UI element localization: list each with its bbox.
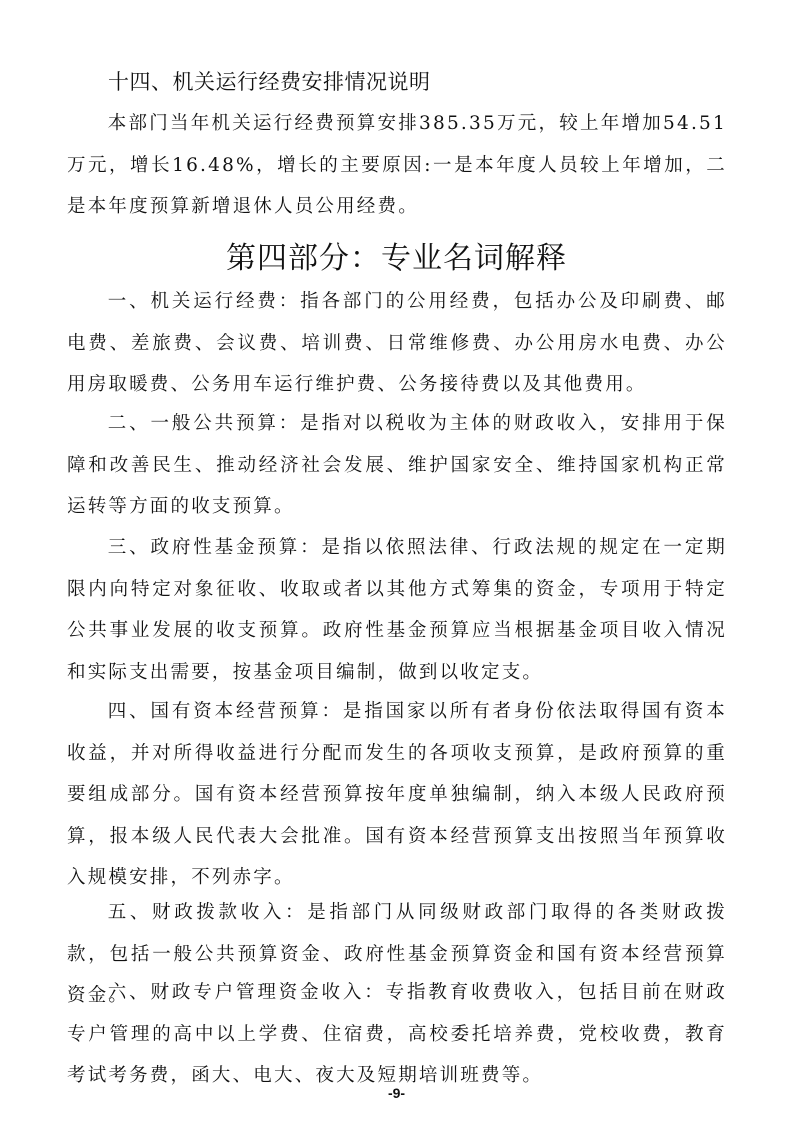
definition-2-paragraph: 二、一般公共预算：是指对以税收为主体的财政收入，安排用于保障和改善民生、推动经济社会发展、维护国家安全、维持国家机构正常运转等方面的收支预算。 (67, 413, 727, 517)
section-14-paragraph: 本部门当年机关运行经费预算安排385.35万元，较上年增加54.51万元，增长16.48%，增长的主要原因:一是本年度人员较上年增加，二是本年度预算新增退休人员公用经费。 (67, 113, 727, 217)
definition-3-paragraph: 三、政府性基金预算：是指以依照法律、行政法规的规定在一定期限内向特定对象征收、收取或者以其他方式筹集的资金，专项用于特定公共事业发展的收支预算。政府性基金预算应当根据基金项目收入情况和实际支出需要，按基金项目编制，做到以收定支。 (67, 537, 727, 683)
definition-5-paragraph: 五、财政拨款收入：是指部门从同级财政部门取得的各类财政拨款，包括一般公共预算资金、政府性基金预算资金和国有资本经营预算资金。 (67, 902, 727, 1006)
definition-4-paragraph: 四、国有资本经营预算：是指国家以所有者身份依法取得国有资本收益，并对所得收益进行分配而发生的各项收支预算，是政府预算的重要组成部分。国有资本经营预算按年度单独编制，纳入本级人民政府预算，报本级人民代表大会批准。国有资本经营预算支出按照当年预算收入规模安排，不列赤字。 (67, 701, 727, 888)
page-number: -9- (387, 1085, 406, 1101)
definition-1-paragraph: 一、机关运行经费：指各部门的公用经费，包括办公及印刷费、邮电费、差旅费、会议费、培训费、日常维修费、办公用房水电费、办公用房取暖费、公务用车运行维护费、公务接待费以及其他费用。 (67, 291, 727, 395)
definition-6-paragraph: 六、财政专户管理资金收入：专指教育收费收入，包括目前在财政专户管理的高中以上学费、住宿费，高校委托培养费，党校收费，教育考试考务费，函大、电大、夜大及短期培训班费等。 (67, 982, 727, 1086)
section-heading-14: 十四、机关运行经费安排情况说明 (108, 70, 431, 94)
part-title: 第四部分：专业名词解释 (226, 241, 567, 276)
